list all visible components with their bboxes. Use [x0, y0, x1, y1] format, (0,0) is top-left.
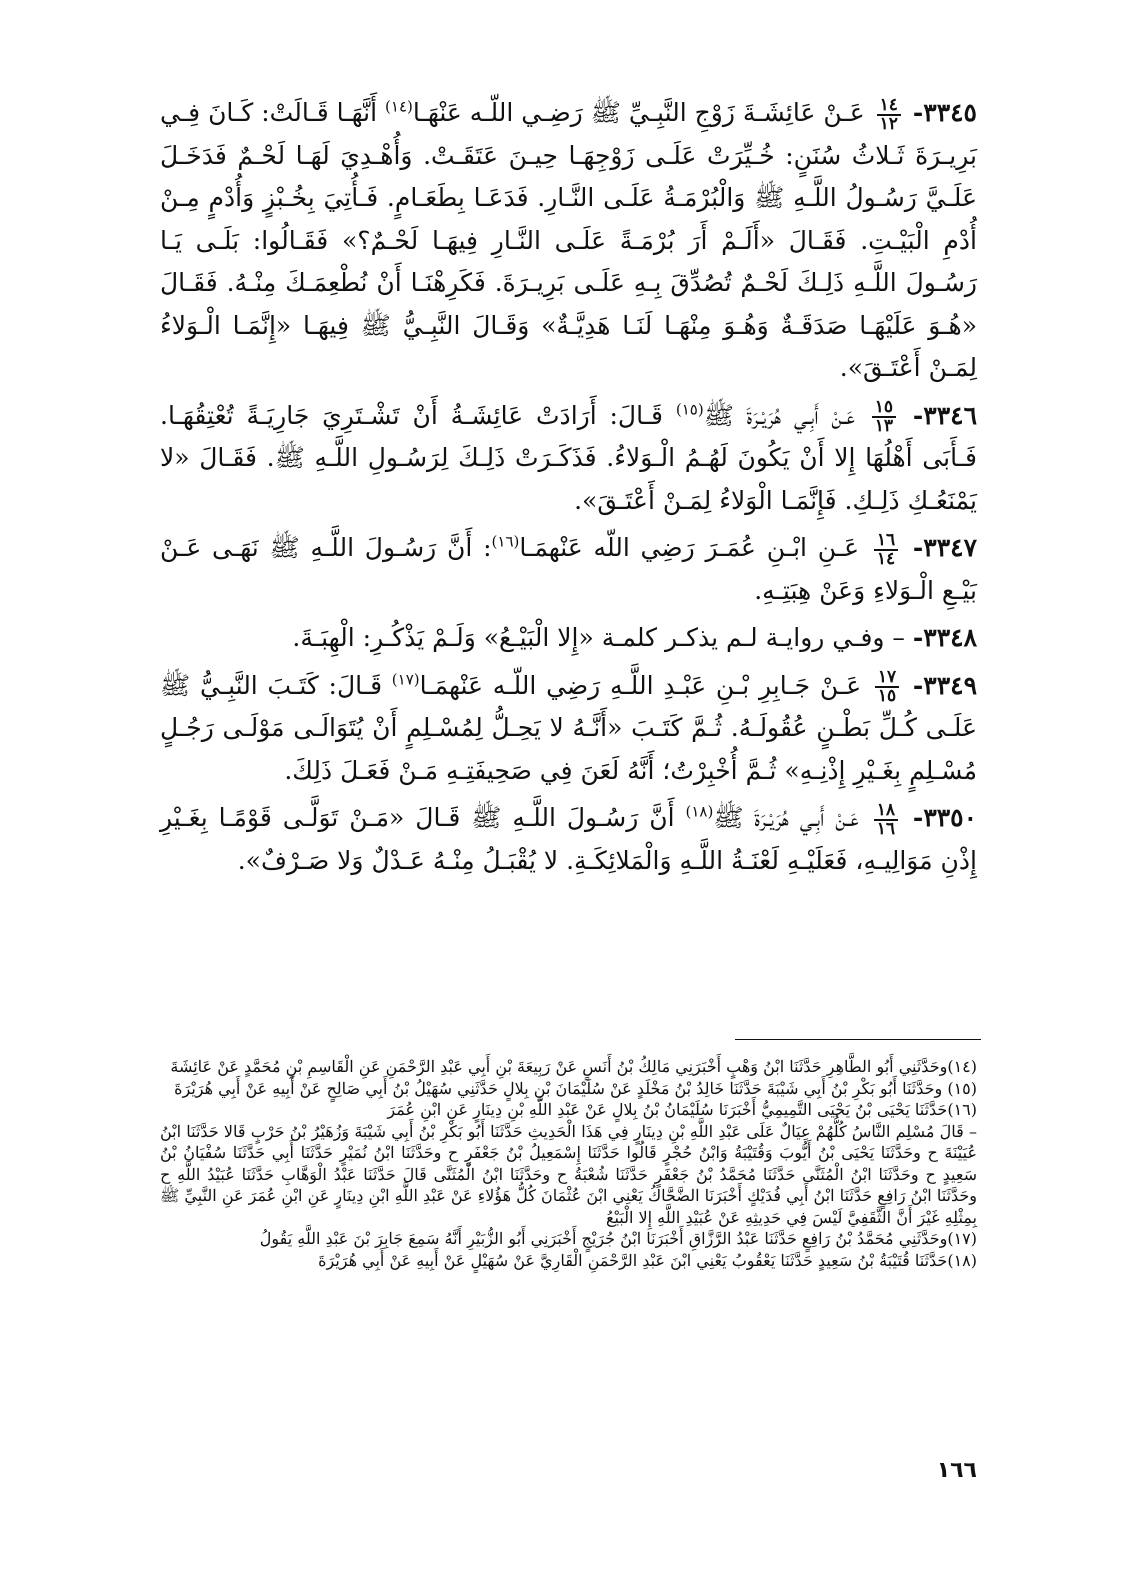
hadith-text-intro: عَـنْ عَائِشَـةَ زَوْجِ النَّبِـيِّ ﷺ رَضِـي اللّـه عَنْهَـا — [412, 98, 865, 127]
hadith-text-intro: عَـنِ ابْـنِ عُمَـرَ رَضِي اللّه عَنْهمَـا — [519, 533, 860, 562]
hadith-3348 — [160, 617, 977, 660]
footnote-marker: (١٨) — [685, 802, 714, 821]
hadith-text-intro: – وفـي روايـة لـم يذكـر كلمـة «إِلا الْبَيْـعُ» وَلَـمْ يَذْكُـرِ: الْهِبَـةَ. — [292, 623, 905, 652]
hadith-number: ٣٣٤٧- — [912, 533, 977, 562]
footnote-14: (١٤)وحَدَّثَنِي أَبُو الطَّاهِرِ حَدَّثَنَا ابْنُ وَهْبٍ أَخْبَرَنِي مَالِكُ بْنُ أَنَسٍ عَنْ رَبِيعَةَ بْنِ أَبِي عَبْدِ الرَّحْمَنِ عَنِ الْقَاسِمِ بْنِ مُحَمَّدٍ عَنْ عَائِشَةَ — [170, 1057, 977, 1076]
footnote-18: (١٨)حَدَّثَنَا قُتَيْبَةُ بْنُ سَعِيدٍ حَدَّثَنَا يَعْقُوبُ يَعْنِي ابْنَ عَبْدِ الرَّحْمَنِ الْقَارِيَّ عَنْ سُهَيْلٍ عَنْ أَبِيهِ عَنْ أَبِي هُرَيْرَةَ — [318, 1250, 977, 1270]
cross-reference — [877, 94, 901, 134]
ref-bottom: ١٣ — [874, 416, 894, 436]
ref-bottom: ١٥ — [877, 686, 897, 706]
ref-top: ١٧ — [875, 669, 899, 688]
footnote-16: (١٦)حَدَّثَنَا يَحْيَى بْنُ يَحْيَى التَّمِيمِيُّ أَخْبَرَنَا سُلَيْمَانُ بْنُ بِلالٍ عَنْ عَبْدِ اللَّهِ بْنِ دِينَارٍ عَنِ ابْنِ عُمَرَ — [387, 1100, 977, 1119]
hadith-3349 — [160, 665, 977, 793]
hadith-number: ٣٣٥٠- — [912, 803, 978, 832]
hadith-number: ٣٣٤٦- — [912, 400, 978, 430]
ref-bottom: ١٢ — [879, 113, 898, 134]
hadith-text-intro: عَـنْ أَبِـي هُرَيْـرَةَ ﷺ — [713, 803, 859, 832]
hadith-number: ٣٣٤٩- — [912, 670, 978, 700]
footnote-marker: (١٧) — [391, 670, 420, 689]
hadith-text-block — [160, 92, 977, 887]
hadith-text-body: قَـالَ: أَرَادَتْ عَائِشَـةُ أَنْ تَشْـتَرِيَ جَارِيَـةً تُعْتِقُهَـا. فَـأَبَى أَهْلُهَا إِلا أَنْ يَكُونَ لَهُـمُ الْـوَلاءُ. فَذَكَـرَتْ ذَلِـكَ لِرَسُـولِ اللَّـهِ ﷺ. فَقَـالَ «لا يَمْنَعُـكِ ذَلِـكِ. فَإِنَّمَـا الْوَلاءُ لِمَـنْ أَعْتَـقَ». — [160, 400, 977, 515]
cross-reference — [874, 799, 898, 839]
footnotes-block — [160, 1056, 977, 1271]
hadith-3347 — [160, 527, 977, 612]
ref-top: ١٦ — [874, 532, 898, 551]
hadith-text-body: أَنَّهَـا قَـالَتْ: كَـانَ فِـي بَرِيـرَةَ ثَـلاثُ سُنَنٍ: خُـيِّرَتْ عَلَـى زَوْجِهَـا حِيـنَ عَتَقَـتْ. وَأُهْـدِيَ لَهَـا لَحْـمٌ فَدَخَـلَ عَلَـيَّ رَسُـولُ اللَّـهِ ﷺ وَالْبُرْمَـةُ عَلَـى النَّـارِ. فَدَعَـا بِطَعَـامٍ. فَـأُتِيَ بِخُـبْزٍ وَأُدْمٍ مِـنْ أُدْمِ الْبَيْـتِ. فَقَـالَ «أَلَـمْ أَرَ بُرْمَـةً عَلَـى النَّـارِ فِيهَـا لَحْـمٌ؟» فَقَـالُوا: بَلَـى يَـا رَسُـولَ اللَّـهِ ذَلِـكَ لَحْـمٌ تُصُدِّقَ بِـهِ عَلَـى بَرِيـرَةَ. فَكَرِهْنَـا أَنْ نُطْعِمَـكَ مِنْـهُ. فَقَـالَ «هُـوَ عَلَيْهَـا صَدَقَـةٌ وَهُـوَ مِنْهَـا لَنَـا هَدِيَّـةٌ» وَقَـالَ النَّبِـيُّ ﷺ فِيهَـا «إِنَّمَـا الْـوَلاءُ لِمَـنْ أَعْتَـقَ». — [160, 98, 977, 382]
hadith-text-body: : أَنَّ رَسُـولَ اللَّـهِ ﷺ نَهَـى عَـنْ بَيْـعِ الْـوَلاءِ وَعَنْ هِبَتِـهِ. — [160, 533, 977, 605]
hadith-text-body: قَـالَ: كَتَـبَ النَّبِـيُّ ﷺ عَلَـى كُـلِّ بَطْـنٍ عُقُولَـهُ. ثُـمَّ كَتَـبَ «أَنَّـهُ لا يَحِـلُّ لِمُسْـلِمٍ أَنْ يُتَوَالَـى مَوْلَـى رَجُـلٍ مُسْـلِمٍ بِغَـيْرِ إِذْنِـهِ» ثُـمَّ أُخْبِرْتُ؛ أَنَّهُ لَعَنَ فِي صَحِيفَتِـهِ مَـنْ فَعَـلَ ذَلِكَ. — [160, 670, 977, 785]
ref-top: ١٥ — [872, 399, 896, 418]
footnote-16-continued: – قَالَ مُسْلِم النَّاسُ كُلُّهُمْ عِيَالٌ عَلَى عَبْدِ اللَّهِ بْنِ دِينَارٍ فِي هَذَا الْحَدِيثِ حَدَّثَنَا أَبُو بَكْرِ بْنُ أَبِي شَيْبَةَ وَزُهَيْرُ بْنُ حَرْبٍ قَالا حَدَّثَنَا ابْنُ عُيَيْنَةَ ح وحَدَّثَنَا يَحْيَى بْنُ أَيُّوبَ وَقُتَيْبَةُ وَابْنُ حُجْرٍ قَالُوا حَدَّثَنَا إِسْمَعِيلُ بْنُ جَعْفَرٍ ح وحَدَّثَنَا ابْنُ نُمَيْرٍ حَدَّثَنَا أَبِي حَدَّثَنَا سُفْيَانُ بْنُ سَعِيدٍ ح وحَدَّثَنَا ابْنُ الْمُثَنَّى حَدَّثَنَا مُحَمَّدُ بْنُ جَعْفَرٍ حَدَّثَنَا شُعْبَةُ ح وحَدَّثَنَا ابْنُ الْمُثَنَّى قَالَ حَدَّثَنَا عَبْدُ الْوَهَّابِ حَدَّثَنَا عُبَيْدُ اللَّهِ ح وحَدَّثَنَا ابْنُ رَافِعٍ حَدَّثَنَا ابْنُ أَبِي فُدَيْكٍ أَخْبَرَنَا الضَّحَّاكُ يَعْنِي ابْنَ عُثْمَانَ كُلُّ هَؤُلاءِ عَنْ عَبْدِ اللَّهِ ابْنِ دِينَارٍ عَنِ ابْنِ عُمَرَ عَنِ النَّبِيِّ ﷺ بِمِثْلِهِ غَيْرَ أَنَّ الثَّقَفِيَّ لَيْسَ فِي حَدِيثِهِ عَنْ عُبَيْدِ اللَّهِ إِلا الْبَيْعُ — [160, 1121, 977, 1227]
hadith-3350 — [160, 797, 977, 882]
footnote-17: (١٧)وحَدَّثَنِي مُحَمَّدُ بْنُ رَافِعٍ حَدَّثَنَا عَبْدُ الرَّزَّاقِ أَخْبَرَنَا ابْنُ جُرَيْجٍ أَخْبَرَنِي أَبُو الزُّبَيْرِ أَنَّهُ سَمِعَ جَابِرَ بْنَ عَبْدِ اللَّهِ يَقُولُ — [259, 1229, 977, 1248]
hadith-3345 — [160, 92, 977, 390]
footnote-divider — [735, 1039, 981, 1040]
footnote-marker: (١٤) — [385, 97, 413, 116]
ref-bottom: ١٦ — [876, 818, 895, 839]
ref-bottom: ١٤ — [876, 548, 896, 569]
hadith-3346 — [160, 395, 977, 523]
cross-reference — [875, 669, 899, 705]
ref-top: ١٤ — [877, 97, 901, 116]
footnote-marker: (١٥) — [675, 400, 704, 419]
cross-reference — [874, 529, 898, 569]
footnote-15: (١٥) وحَدَّثَنَا أَبُو بَكْرِ بْنُ أَبِي شَيْبَةَ حَدَّثَنَا خَالِدُ بْنُ مَخْلَدٍ عَنْ سُلَيْمَانَ بْنِ بِلالٍ حَدَّثَنِي سُهَيْلُ بْنُ أَبِي صَالِحٍ عَنْ أَبِيهِ عَنْ أَبِي هُرَيْرَةَ — [174, 1078, 977, 1098]
ref-top: ١٨ — [874, 802, 898, 821]
footnote-marker: (١٦) — [491, 532, 520, 551]
hadith-text-body: أَنَّ رَسُـولَ اللَّـهِ ﷺ قَـالَ «مَـنْ تَوَلَّـى قَوْمًـا بِغَـيْرِ إِذْنِ مَوَالِيـهِ، فَعَلَيْـهِ لَعْنَـةُ اللَّـهِ وَالْمَلائِكَـةِ. لا يُقْبَـلُ مِنْـهُ عَـدْلٌ وَلا صَـرْفٌ». — [160, 803, 977, 875]
cross-reference — [872, 399, 896, 435]
hadith-text-intro: عَـنْ أَبِـي هُرَيْـرَةَ ﷺ — [703, 400, 855, 430]
hadith-text-intro: عَـنْ جَـابِرِ بْـنِ عَبْـدِ اللَّـهِ رَضِي اللّـه عَنْهمَـا — [419, 670, 862, 700]
page-number: ١٦٦ — [936, 1458, 977, 1483]
hadith-number: ٣٣٤٥- — [912, 98, 977, 127]
hadith-number: ٣٣٤٨- — [912, 623, 977, 652]
